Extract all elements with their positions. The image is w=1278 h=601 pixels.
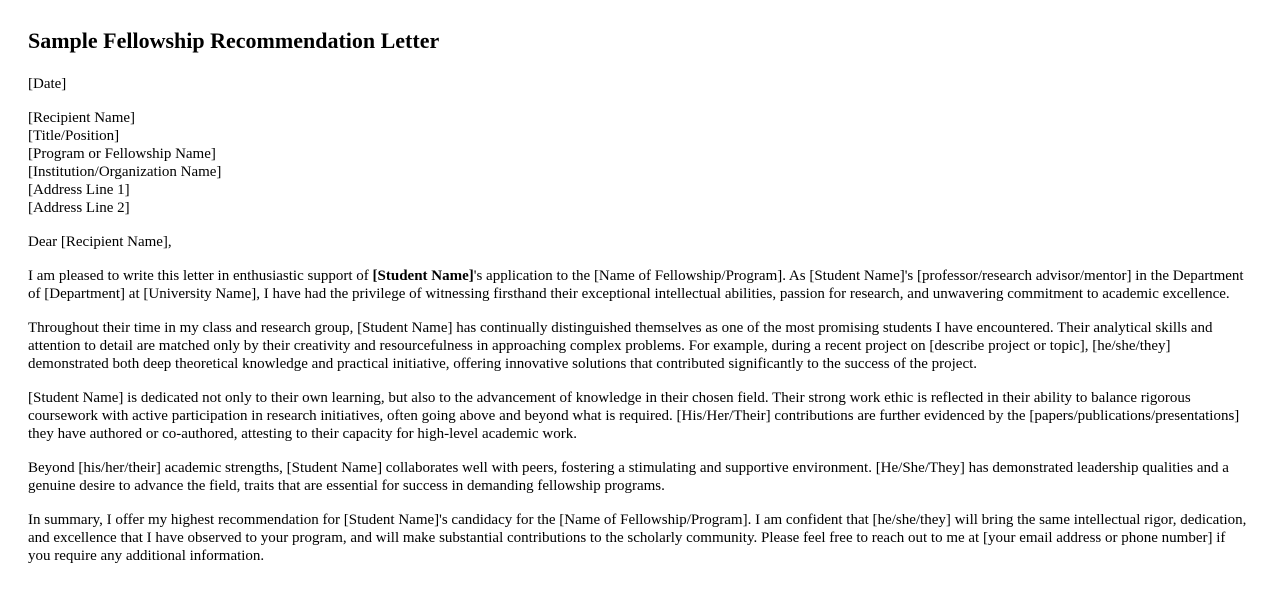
recipient-address-line-2: [Address Line 2]	[28, 200, 130, 216]
body-paragraph-3: [Student Name] is dedicated not only to their own learning, but also to the advancement of knowledge in their chosen field. Their strong work ethic is reflected in their ability to balance rigorous coursework with active participation in research initiatives, often going above and beyond what is required. [His/Her/Their] contributions are further evidenced by the [papers/publications/presentations] they have authored or co-authored, attesting to their capacity for high-level academic work.	[28, 390, 1240, 442]
recipient-program: [Program or Fellowship Name]	[28, 146, 216, 162]
letter-date: [Date]	[28, 76, 67, 92]
recipient-address-block	[28, 109, 1250, 217]
body-paragraph-4: Beyond [his/her/their] academic strengths, [Student Name] collaborates well with peers, fostering a stimulating and supportive environment. [He/She/They] has demonstrated leadership qualities and a genuine desire to advance the field, traits that are essential for success in demanding fellowship programs.	[28, 460, 1229, 494]
body-paragraph-1	[28, 267, 1250, 303]
page-title: Sample Fellowship Recommendation Letter	[28, 28, 440, 53]
student-name-emphasis: [Student Name]	[372, 268, 474, 284]
recipient-name: [Recipient Name]	[28, 110, 136, 126]
recipient-address-line-1: [Address Line 1]	[28, 182, 130, 198]
paragraph-1-intro: I am pleased to write this letter in enthusiastic support of	[28, 268, 373, 284]
paragraph-1-rest: 's application to the [Name of Fellowship/Program]. As [Student Name]'s [professor/research advisor/mentor] in the Department of [Department] at [University Name], I have had the privilege of witnessing firsthand their exceptional intellectual abilities, passion for research, and unwavering commitment to academic excellence.	[28, 268, 1244, 302]
recipient-institution: [Institution/Organization Name]	[28, 164, 222, 180]
salutation: Dear [Recipient Name],	[28, 234, 172, 250]
body-paragraph-5: In summary, I offer my highest recommendation for [Student Name]'s candidacy for the [Name of Fellowship/Program]. I am confident that [he/she/they] will bring the same intellectual rigor, dedication, and excellence that I have observed to your program, and will make substantial contributions to the scholarly community. Please feel free to reach out to me at [your email address or phone number] if you require any additional information.	[28, 512, 1247, 564]
recipient-title: [Title/Position]	[28, 128, 120, 144]
body-paragraph-2: Throughout their time in my class and research group, [Student Name] has continually distinguished themselves as one of the most promising students I have encountered. Their analytical skills and attention to detail are matched only by their creativity and resourcefulness in approaching complex problems. For example, during a recent project on [describe project or topic], [he/she/they] demonstrated both deep theoretical knowledge and practical initiative, offering innovative solutions that contributed significantly to the success of the project.	[28, 320, 1213, 372]
